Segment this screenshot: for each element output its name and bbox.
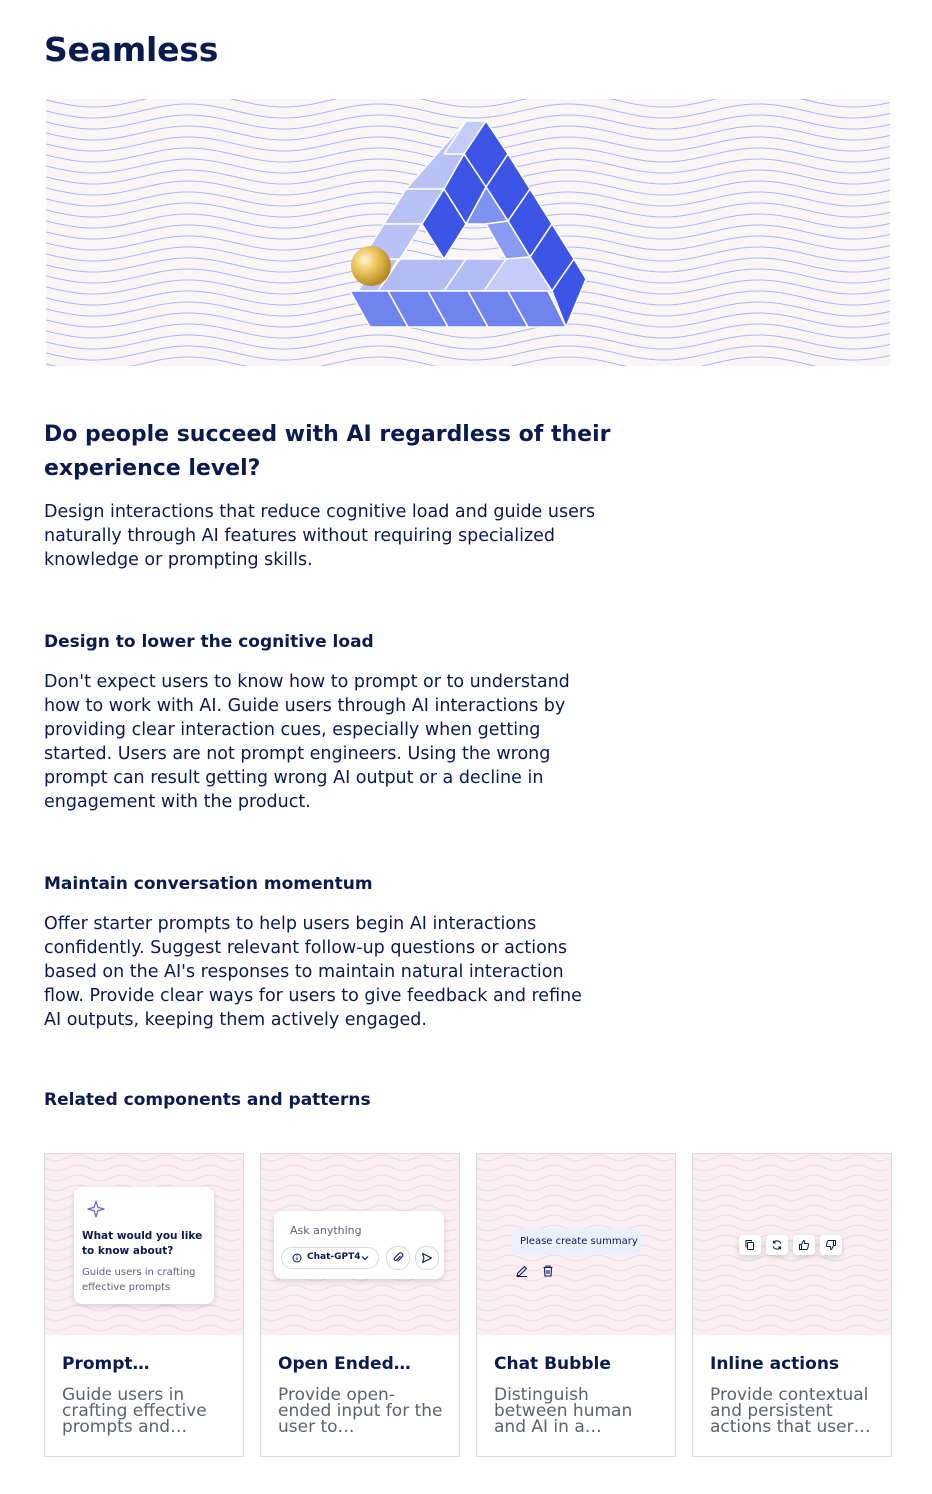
regenerate-icon — [771, 1239, 783, 1251]
cognitive-load-body: Don't expect users to know how to prompt or to understand how to work with AI. Guide users through AI interactions by providing clear interaction cues, especially when getting started. Users are not prompt engineers. Using the wrong prompt can result getting wrong AI output or a decline in engagement with the product. — [44, 672, 570, 812]
send-button — [415, 1246, 439, 1270]
card-title: Prompt… — [62, 1354, 150, 1374]
thumbs-up-action — [793, 1235, 815, 1255]
copy-icon — [744, 1239, 756, 1251]
card-inline-actions[interactable] — [692, 1153, 892, 1457]
card-prompt[interactable] — [44, 1153, 244, 1457]
gold-sphere — [351, 246, 391, 286]
chevron-down-icon — [360, 1253, 370, 1263]
section-question: Do people succeed with AI regardless of their experience level? — [44, 422, 611, 481]
cognitive-load-heading: Design to lower the cognitive load — [44, 632, 374, 652]
card-open-ended[interactable] — [260, 1153, 460, 1457]
chat-bubble-preview — [511, 1229, 641, 1255]
regenerate-action — [766, 1235, 788, 1255]
hero-illustration — [46, 99, 890, 366]
card-description: Guide users in crafting effective prompts and… — [62, 1387, 207, 1437]
send-icon — [421, 1252, 433, 1264]
wave-pattern — [693, 1154, 891, 1335]
model-select — [281, 1247, 379, 1269]
thumbs-up-icon — [798, 1239, 810, 1251]
card-thumbnail — [477, 1154, 675, 1335]
preview-placeholder: Ask anything — [290, 1224, 362, 1237]
card-title: Chat Bubble — [494, 1354, 611, 1374]
model-label: Chat-GPT4 — [307, 1252, 361, 1262]
card-description: Provide open-ended input for the user to… — [278, 1387, 443, 1437]
card-thumbnail — [693, 1154, 891, 1335]
related-cards — [44, 1153, 892, 1457]
card-chat-bubble[interactable] — [476, 1153, 676, 1457]
edit-icon — [515, 1264, 529, 1278]
penrose-triangle-illustration — [46, 99, 890, 366]
attach-icon — [392, 1252, 404, 1264]
card-description: Distinguish between human and AI in a… — [494, 1387, 633, 1437]
card-title: Open Ended… — [278, 1354, 411, 1374]
thumbs-down-action — [820, 1235, 842, 1255]
intro-paragraph: Design interactions that reduce cognitive load and guide users naturally through AI features without requiring specialized knowledge or prompting skills. — [44, 502, 596, 570]
attach-button — [386, 1246, 410, 1270]
preview-question: What would you like to know about? — [82, 1230, 203, 1257]
input-preview-card — [274, 1211, 444, 1279]
page-title: Seamless — [44, 30, 219, 69]
thumbs-down-icon — [825, 1239, 837, 1251]
card-thumbnail — [45, 1154, 243, 1335]
momentum-heading: Maintain conversation momentum — [44, 874, 373, 894]
copy-action — [739, 1235, 761, 1255]
preview-hint: Guide users in crafting effective prompts — [82, 1267, 196, 1293]
related-heading: Related components and patterns — [44, 1090, 371, 1110]
card-thumbnail — [261, 1154, 459, 1335]
prompt-preview-card — [74, 1187, 214, 1304]
trash-icon — [541, 1264, 555, 1278]
card-title: Inline actions — [710, 1354, 840, 1374]
sparkle-icon — [86, 1199, 106, 1219]
info-icon — [292, 1253, 302, 1263]
momentum-body: Offer starter prompts to help users begin AI interactions confidently. Suggest relevant follow-up questions or actions based on the AI's responses to maintain natural interaction flow. Provide clear ways for users to give feedback and refine AI outputs, keeping them actively engaged. — [44, 914, 582, 1030]
card-description: Provide contextual and persistent actions that user… — [710, 1387, 871, 1437]
bubble-text: Please create summary — [520, 1236, 638, 1247]
